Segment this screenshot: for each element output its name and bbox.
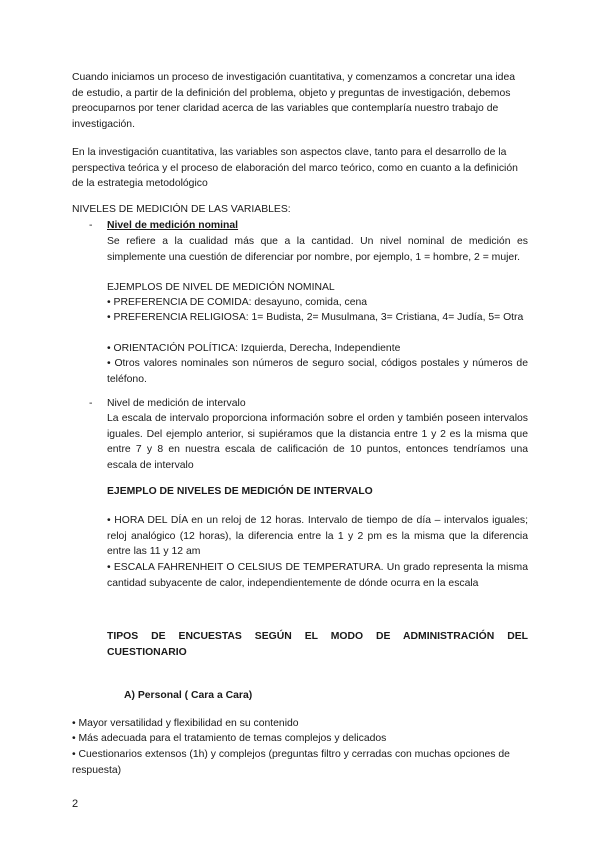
list-dash: - (89, 220, 93, 231)
nominal-bullet: • PREFERENCIA DE COMIDA: desayuno, comida, cena (107, 297, 368, 308)
nominal-bullet: • PREFERENCIA RELIGIOSA: 1= Budista, 2= Musulmana, 3= Cristiana, 4= Judía, 5= Otra (107, 312, 524, 323)
surveys-title: TIPOS DE ENCUESTAS SEGÚN EL MODO DE ADMINISTRACIÓN DEL CUESTIONARIO (107, 631, 528, 658)
nominal-heading (107, 218, 528, 234)
interval-description: La escala de intervalo proporciona información sobre el orden y también poseen intervalos iguales. Del ejemplo anterior, si supiéramos que la distancia entre 1 y 2 es la misma que entre 7 y 8 en nuestra escala de calificación de 10 puntos, entonces tendríamos una escala de intervalo (107, 413, 528, 471)
levels-title: NIVELES DE MEDICIÓN DE LAS VARIABLES: (72, 204, 291, 215)
intro-paragraph-1: Cuando iniciamos un proceso de investigación cuantitativa, y comenzamos a concretar una idea de estudio, a partir de la definición del problema, objeto y preguntas de investigación, debemos preocuparnos por tener claridad acerca de las variables que contemplaría nuestro trabajo de investigación. (72, 72, 516, 130)
list-dash: - (89, 398, 93, 409)
survey-bullet: • Cuestionarios extensos (1h) y complejos (preguntas filtro y cerradas con muchas opciones de respuesta) (72, 749, 510, 776)
nominal-heading-text: Nivel de medición nominal (107, 220, 239, 231)
surveys-subheading: A) Personal ( Cara a Cara) (124, 690, 253, 701)
nominal-bullet: • ORIENTACIÓN POLÍTICA: Izquierda, Derecha, Independiente (107, 343, 401, 354)
interval-examples-title: EJEMPLO DE NIVELES DE MEDICIÓN DE INTERVALO (107, 486, 373, 497)
intro-paragraph-2: En la investigación cuantitativa, las variables son aspectos clave, tanto para el desarrollo de la perspectiva teórica y el proceso de elaboración del marco teórico, como en cuanto a la definición de la estrategia metodológico (72, 147, 518, 190)
nominal-bullet: • Otros valores nominales son números de seguro social, códigos postales y números de teléfono. (107, 358, 528, 385)
nominal-examples-title: EJEMPLOS DE NIVEL DE MEDICIÓN NOMINAL (107, 282, 335, 293)
survey-bullet: • Mayor versatilidad y flexibilidad en su contenido (72, 718, 299, 729)
interval-bullet: • HORA DEL DÍA en un reloj de 12 horas. Intervalo de tiempo de día – intervalos iguales; reloj analógico (12 horas), la diferencia entre la 1 y 2 pm es la misma que la diferencia entre las 11 y 12 am (107, 515, 528, 558)
page-number: 2 (72, 798, 79, 810)
interval-heading: Nivel de medición de intervalo (107, 398, 246, 409)
interval-bullet: • ESCALA FAHRENHEIT O CELSIUS DE TEMPERATURA. Un grado representa la misma cantidad subyacente de calor, independientemente de dónde ocurra en la escala (107, 562, 528, 589)
nominal-description: Se refiere a la cualidad más que a la cantidad. Un nivel nominal de medición es simplemente una cuestión de diferenciar por nombre, por ejemplo, 1 = hombre, 2 = mujer. (107, 236, 528, 263)
survey-bullet: • Más adecuada para el tratamiento de temas complejos y delicados (72, 733, 387, 744)
